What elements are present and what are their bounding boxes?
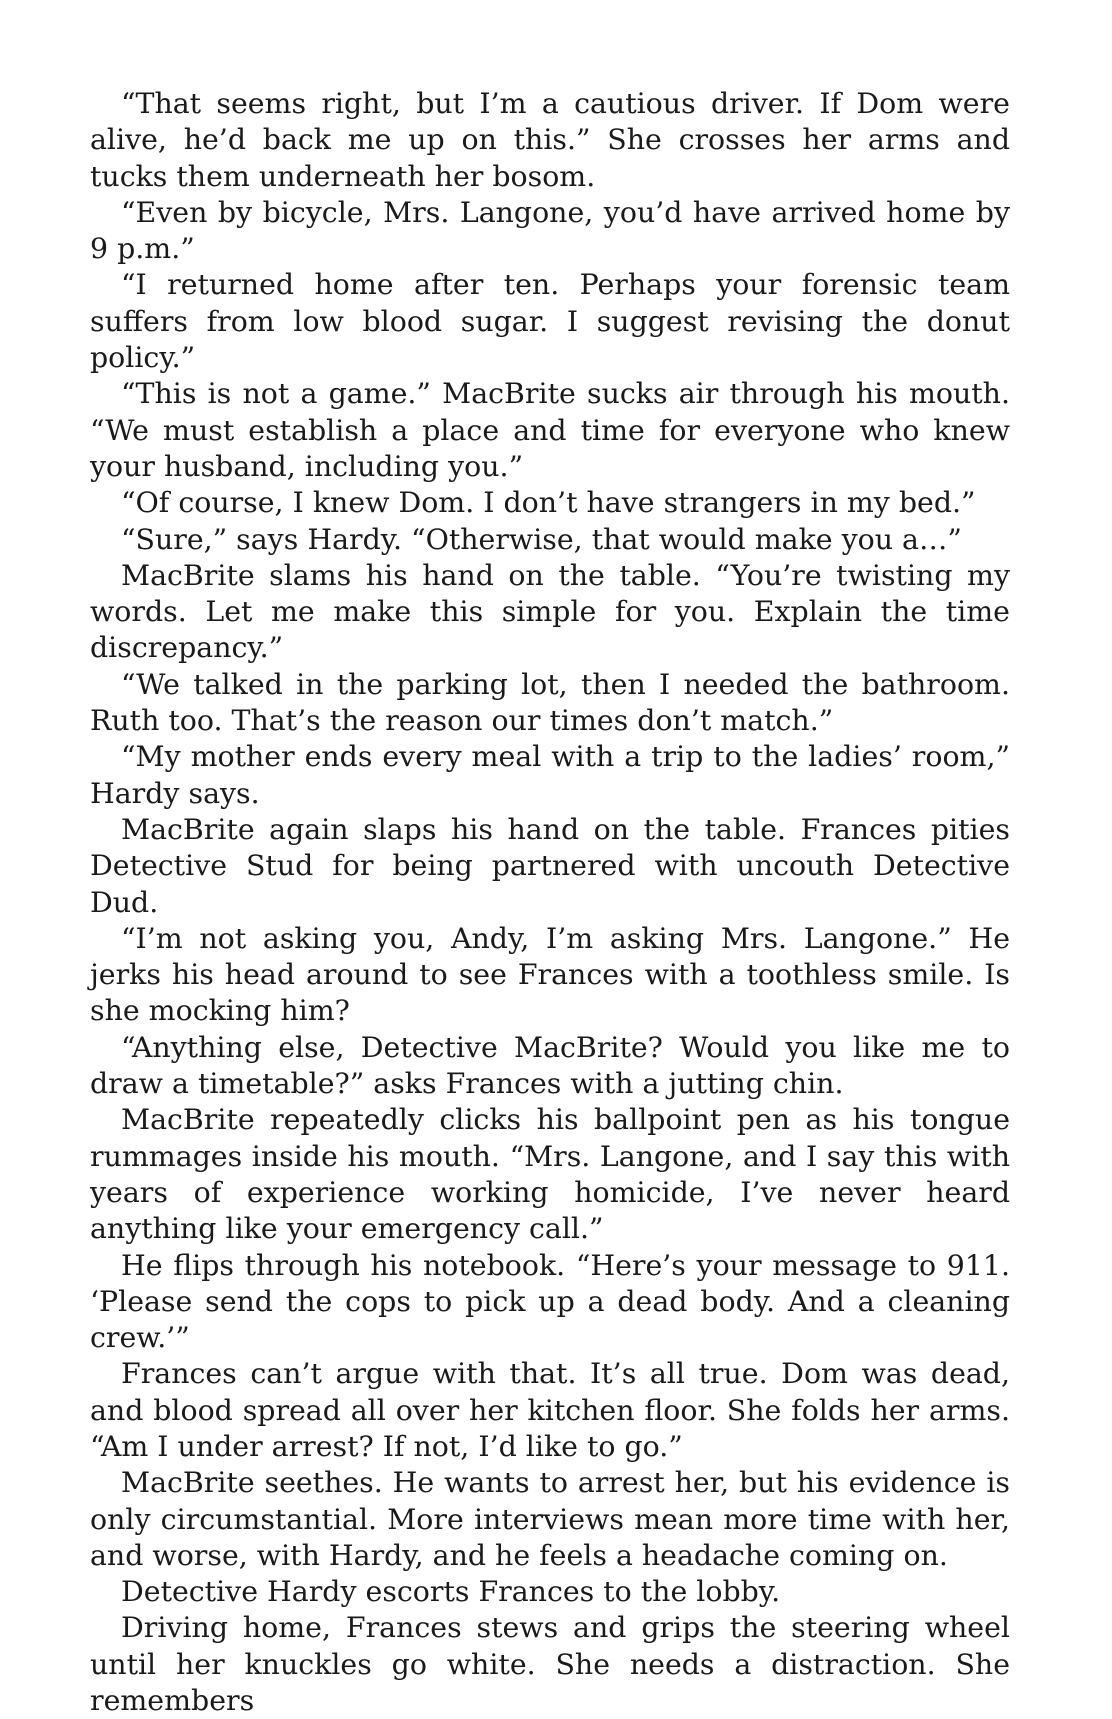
paragraph-14: He flips through his notebook. “Here’s your message to 911. ‘Please send the cops to pick up a dead body. And a cleaning crew.’” bbox=[90, 1248, 1010, 1355]
paragraph-10: MacBrite again slaps his hand on the table. Frances pities Detective Stud for being partnered with uncouth Detective Dud. bbox=[90, 812, 1010, 919]
paragraph-1: “That seems right, but I’m a cautious driver. If Dom were alive, he’d back me up on this.” She crosses her arms and tucks them underneath her bosom. bbox=[90, 87, 1010, 193]
paragraph-15: Frances can’t argue with that. It’s all true. Dom was dead, and blood spread all over her kitchen floor. She folds her arms. “Am I under arrest? If not, I’d like to go.” bbox=[90, 1357, 1010, 1463]
paragraph-2: “Even by bicycle, Mrs. Langone, you’d have arrived home by 9 p.m.” bbox=[90, 195, 1010, 266]
paragraph-9: “My mother ends every meal with a trip to the ladies’ room,” Hardy says. bbox=[90, 740, 1010, 810]
paragraph-12: “Anything else, Detective MacBrite? Would you like me to draw a timetable?” asks Frances with a jutting chin. bbox=[90, 1030, 1010, 1101]
paragraph-7: MacBrite slams his hand on the table. “You’re twisting my words. Let me make this simple for you. Explain the time discrepancy.” bbox=[90, 558, 1010, 665]
paragraph-18: Driving home, Frances stews and grips the steering wheel until her knuckles go white. She needs a distraction. She remembers bbox=[90, 1611, 1010, 1718]
paragraph-11: “I’m not asking you, Andy, I’m asking Mrs. Langone.” He jerks his head around to see Frances with a toothless smile. Is she mocking him? bbox=[90, 921, 1010, 1028]
paragraph-8: “We talked in the parking lot, then I needed the bathroom. Ruth too. That’s the reason our times don’t match.” bbox=[90, 667, 1010, 738]
book-page-text bbox=[90, 86, 1010, 1719]
paragraph-16: MacBrite seethes. He wants to arrest her, but his evidence is only circumstantial. More interviews mean more time with her, and worse, with Hardy, and he feels a headache coming on. bbox=[90, 1466, 1010, 1572]
paragraph-3: “I returned home after ten. Perhaps your forensic team suffers from low blood sugar. I suggest revising the donut policy.” bbox=[90, 268, 1010, 375]
paragraph-5: “Of course, I knew Dom. I don’t have strangers in my bed.” bbox=[121, 486, 976, 520]
paragraph-6: “Sure,” says Hardy. “Otherwise, that would make you a…” bbox=[121, 522, 962, 556]
paragraph-4: “This is not a game.” MacBrite sucks air through his mouth. “We must establish a place and time for everyone who knew your husband, including you.” bbox=[90, 377, 1010, 483]
paragraph-17: Detective Hardy escorts Frances to the lobby. bbox=[121, 1575, 781, 1609]
paragraph-13: MacBrite repeatedly clicks his ballpoint pen as his tongue rummages inside his mouth. “Mrs. Langone, and I say this with years of experience working homicide, I’ve never heard anything like your emergency call.” bbox=[90, 1103, 1010, 1246]
